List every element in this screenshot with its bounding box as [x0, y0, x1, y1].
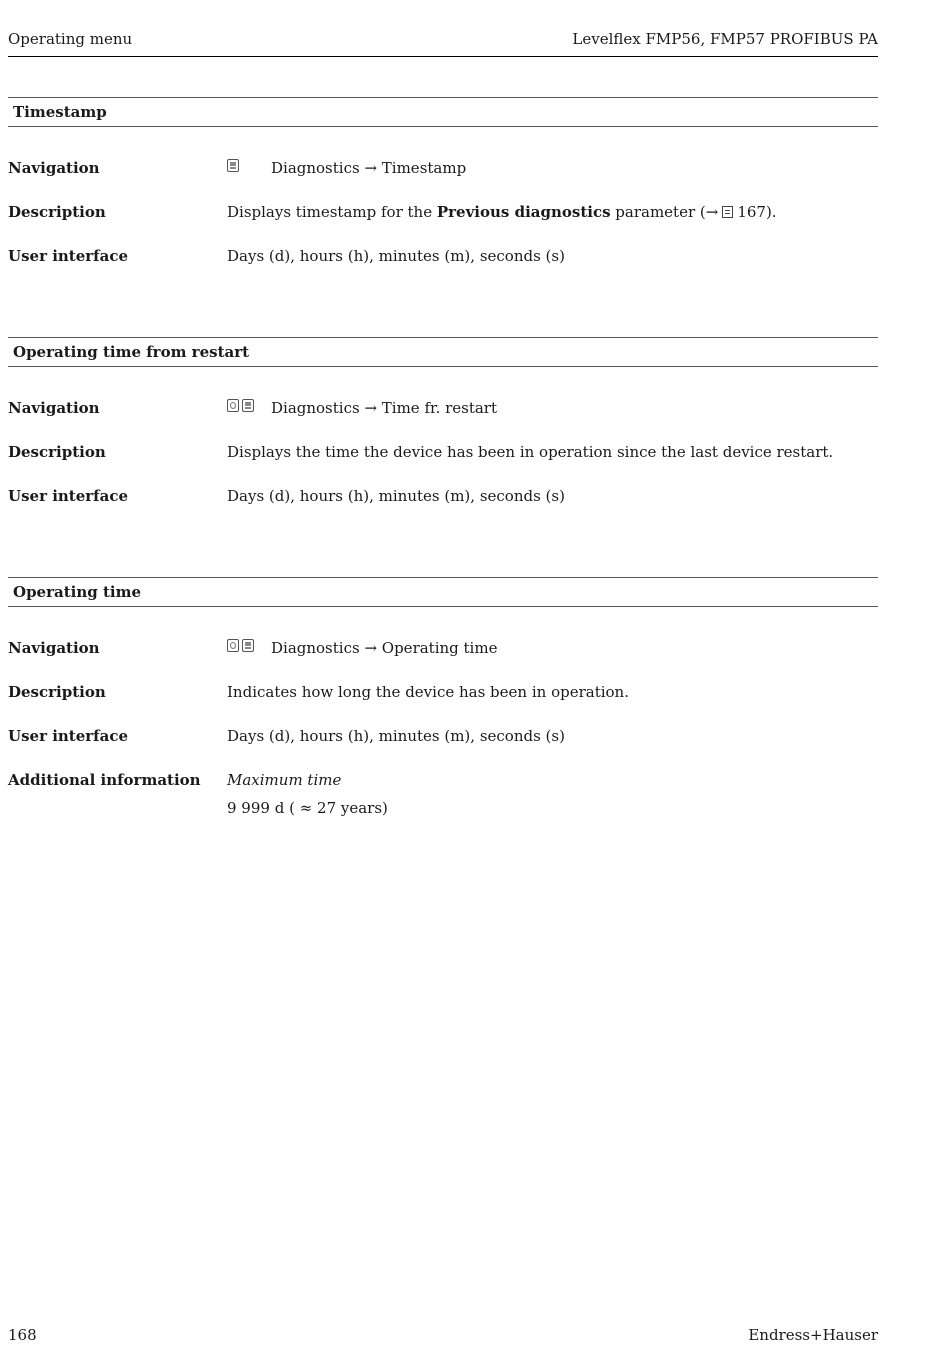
navigation-row: [8, 399, 878, 443]
additional-information-label: Additional information: [8, 771, 201, 789]
nav-icons: [227, 639, 271, 655]
parameter-link[interactable]: Previous diagnostics: [436, 203, 611, 221]
navigation-label: Navigation: [8, 639, 100, 657]
navigation-value: [227, 399, 497, 417]
section-title: Operating time from restart: [8, 337, 878, 367]
user-interface-label: User interface: [8, 727, 129, 745]
description-row: [8, 443, 878, 487]
page-number: 168: [8, 1326, 37, 1344]
display-icon: [242, 639, 254, 652]
user-interface-label: User interface: [8, 247, 129, 265]
navigation-label: Navigation: [8, 159, 100, 177]
additional-information-text: 9 999 d ( ≈ 27 years): [227, 799, 388, 817]
navigation-label: Navigation: [8, 399, 100, 417]
user-interface-value: Days (d), hours (h), minutes (m), seconds (s): [227, 727, 565, 745]
navigation-row: [8, 639, 878, 683]
navigation-path: Diagnostics → Operating time: [271, 639, 498, 657]
navigation-path: Diagnostics → Timestamp: [271, 159, 467, 177]
user-interface-value: Days (d), hours (h), minutes (m), seconds (s): [227, 487, 565, 505]
description-label: Description: [8, 443, 106, 461]
navigation-value: [227, 159, 466, 177]
description-row: [8, 203, 878, 247]
user-interface-label: User interface: [8, 487, 129, 505]
page-reference-icon: [722, 206, 733, 218]
page-header: [8, 30, 878, 57]
description-value: Displays the time the device has been in operation since the last device restart.: [227, 443, 834, 461]
brand-name: Endress+Hauser: [748, 1326, 878, 1344]
nav-icons: [227, 159, 271, 175]
section-operating-time: [8, 577, 878, 831]
section-timestamp: [8, 97, 878, 291]
user-interface-value: Days (d), hours (h), minutes (m), seconds (s): [227, 247, 565, 265]
description-text: Displays timestamp for the: [227, 203, 437, 221]
section-title: Timestamp: [8, 97, 878, 127]
operating-tool-icon: [227, 639, 239, 652]
header-product: Levelflex FMP56, FMP57 PROFIBUS PA: [572, 30, 878, 48]
description-label: Description: [8, 203, 106, 221]
page-reference[interactable]: 167).: [737, 203, 777, 221]
description-value: Indicates how long the device has been in operation.: [227, 683, 629, 701]
description-text-post: parameter (→: [610, 203, 719, 221]
description-value: [227, 203, 777, 221]
description-label: Description: [8, 683, 106, 701]
navigation-path: Diagnostics → Time fr. restart: [271, 399, 497, 417]
additional-information-heading: Maximum time: [227, 771, 342, 789]
navigation-value: [227, 639, 497, 657]
additional-information-row: [8, 771, 878, 831]
operating-tool-icon: [227, 399, 239, 412]
section-title: Operating time: [8, 577, 878, 607]
user-interface-row: [8, 727, 878, 771]
section-operating-time-from-restart: [8, 337, 878, 531]
nav-icons: [227, 399, 271, 415]
description-row: [8, 683, 878, 727]
additional-information-value: [227, 771, 388, 817]
display-icon: [227, 159, 239, 172]
display-icon: [242, 399, 254, 412]
navigation-row: [8, 159, 878, 203]
user-interface-row: [8, 247, 878, 291]
header-chapter: Operating menu: [8, 30, 133, 48]
user-interface-row: [8, 487, 878, 531]
